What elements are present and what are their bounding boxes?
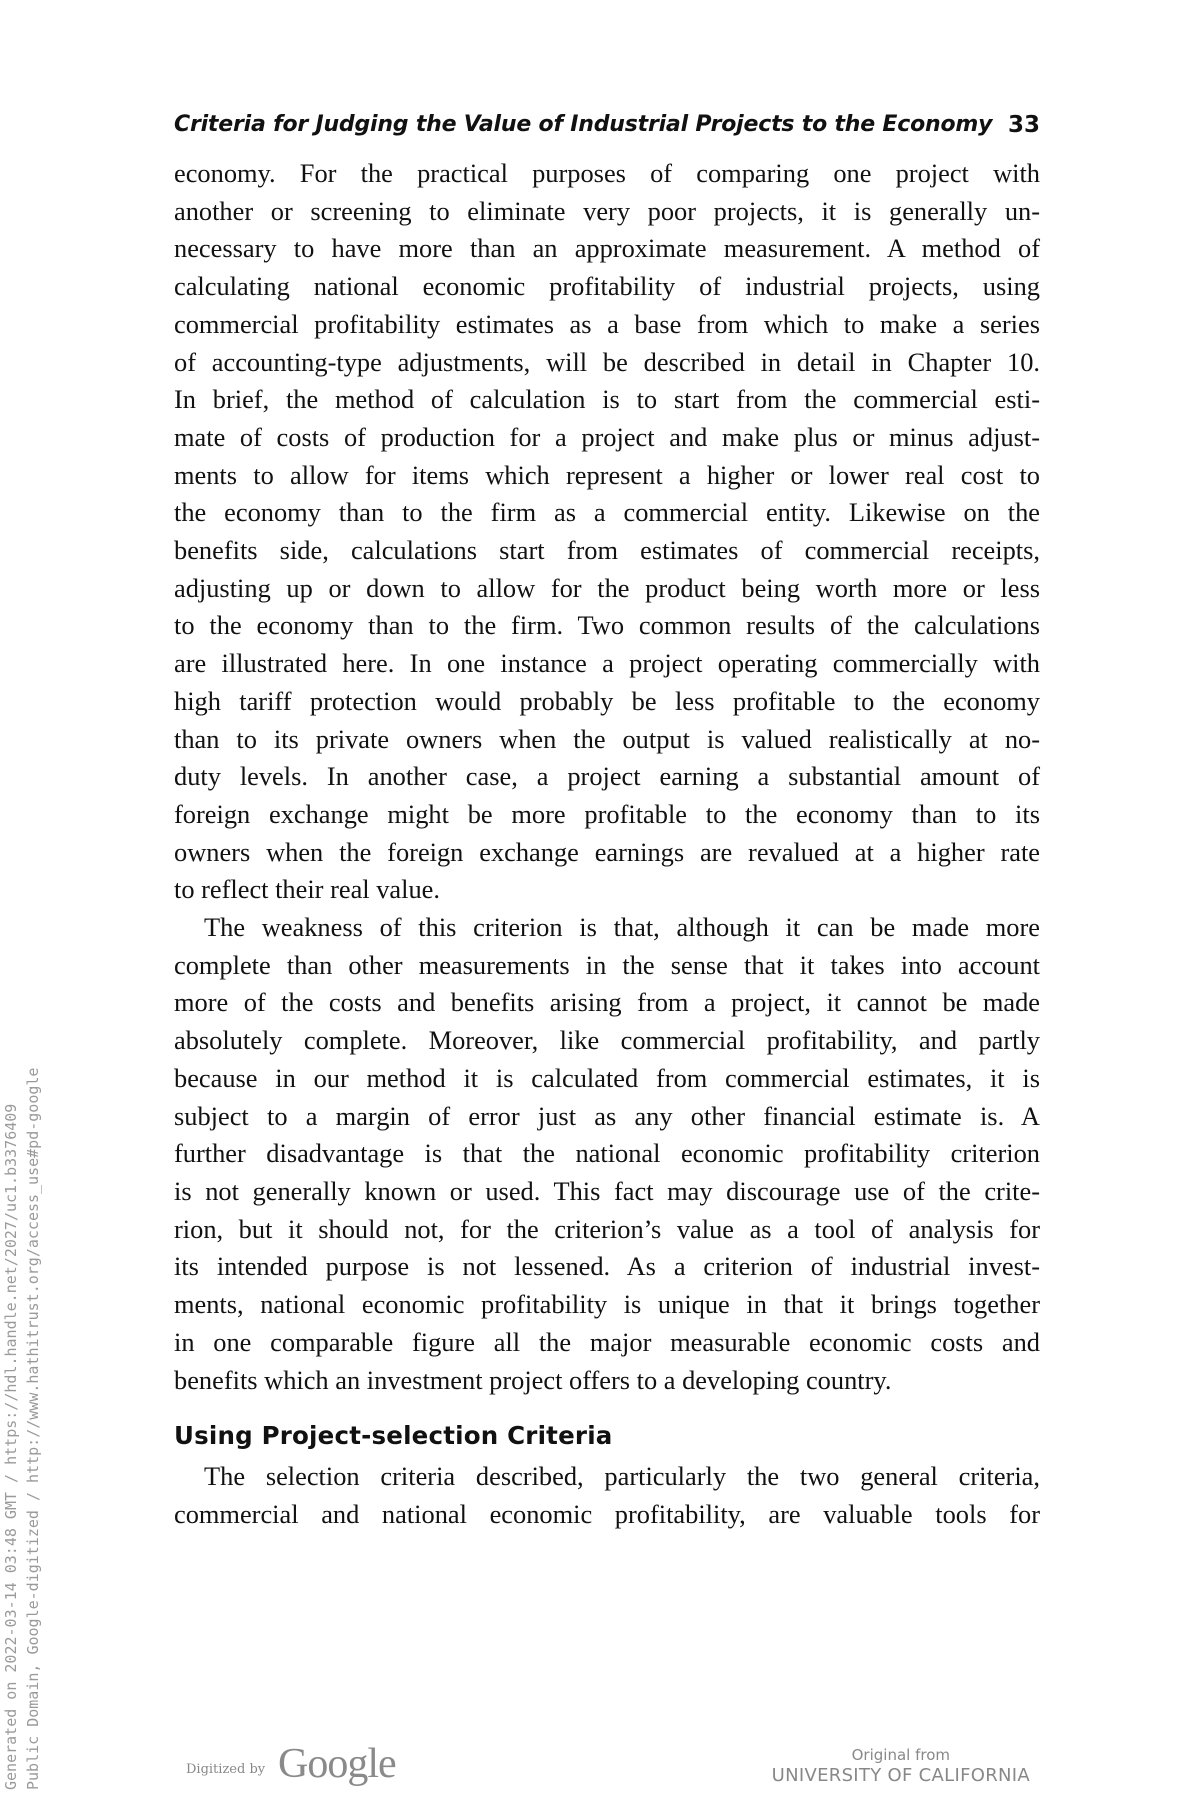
text-line: are illustrated here. In one instance a project operating commercially with [174,648,1040,679]
text-line: commercial profitability estimates as a base from which to make a series [174,308,1040,339]
text-line: adjusting up or down to allow for the product being worth more or less [174,572,1040,603]
university-label: UNIVERSITY OF CALIFORNIA [771,1765,1030,1786]
text-line: ments to allow for items which represent a higher or lower real cost to [174,459,1040,490]
text-line: because in our method it is calculated from commercial estimates, it is [174,1062,1040,1093]
text-line: another or screening to eliminate very poor projects, it is generally un- [174,195,1040,226]
running-head [174,112,1040,146]
text-line: to reflect their real value. [174,874,440,905]
text-line: is not generally known or used. This fact may discourage use of the crite- [174,1175,1040,1206]
text-line: foreign exchange might be more profitable to the economy than to its [174,798,1040,829]
page-number: 33 [1007,112,1040,138]
google-logo: Google [278,1741,396,1787]
text-line: its intended purpose is not lessened. As a criterion of industrial invest- [174,1251,1040,1282]
text-line: the economy than to the firm as a commercial entity. Likewise on the [174,497,1040,528]
text-line: more of the costs and benefits arising from a project, it cannot be made [174,987,1040,1018]
body-text [174,155,1040,1534]
text-line: further disadvantage is that the national economic profitability criterion [174,1138,1040,1169]
section-heading: Using Project-selection Criteria [174,1421,613,1451]
text-line: rion, but it should not, for the criterion’s value as a tool of analysis for [174,1213,1040,1244]
text-line: of accounting-type adjustments, will be described in detail in Chapter 10. [174,346,1040,377]
digitized-by-label: Digitized by [186,1762,266,1777]
text-line: complete than other measurements in the sense that it takes into account [174,949,1040,980]
text-line: benefits side, calculations start from estimates of commercial receipts, [174,535,1040,566]
original-from-label: Original from [851,1746,950,1764]
text-line: high tariff protection would probably be less profitable to the economy [174,685,1040,716]
text-line: The weakness of this criterion is that, although it can be made more [204,912,1040,943]
text-line: economy. For the practical purposes of comparing one project with [174,158,1040,188]
text-line: absolutely complete. Moreover, like commercial profitability, and partly [174,1025,1040,1056]
text-line: duty levels. In another case, a project earning a substantial amount of [174,761,1040,792]
text-line: necessary to have more than an approximate measurement. A method of [174,233,1040,264]
side-stamp-line-public-domain: Public Domain, Google-digitized / http://www.hathitrust.org/access_use#pd-google [24,1067,42,1790]
text-line: commercial and national economic profitability, are valuable tools for [174,1498,1040,1529]
text-line: The selection criteria described, particularly the two general criteria, [204,1461,1040,1492]
text-line: mate of costs of production for a project and make plus or minus adjust- [174,421,1040,452]
text-line: ments, national economic profitability is unique in that it brings together [174,1289,1040,1320]
running-title: Criteria for Judging the Value of Industrial Projects to the Economy [174,112,993,137]
original-from-block [772,1746,1030,1788]
text-line: benefits which an investment project offers to a developing country. [174,1364,892,1395]
text-line: calculating national economic profitability of industrial projects, using [174,271,1040,302]
text-line: owners when the foreign exchange earnings are revalued at a higher rate [174,836,1040,867]
text-line: In brief, the method of calculation is to start from the commercial esti- [174,384,1040,415]
paragraph-2 [174,909,1040,1399]
text-line: than to its private owners when the output is valued realistically at no- [174,723,1040,754]
text-line: in one comparable figure all the major measurable economic costs and [174,1326,1040,1357]
text-line: subject to a margin of error just as any other financial estimate is. A [174,1100,1040,1131]
paragraph-1 [174,155,1040,909]
paragraph-3 [174,1458,1040,1533]
text-line: to the economy than to the firm. Two common results of the calculations [174,610,1040,641]
side-stamp-line-generated: Generated on 2022-03-14 03:48 GMT / https://hdl.handle.net/2027/uc1.b3376409 [2,1103,20,1790]
